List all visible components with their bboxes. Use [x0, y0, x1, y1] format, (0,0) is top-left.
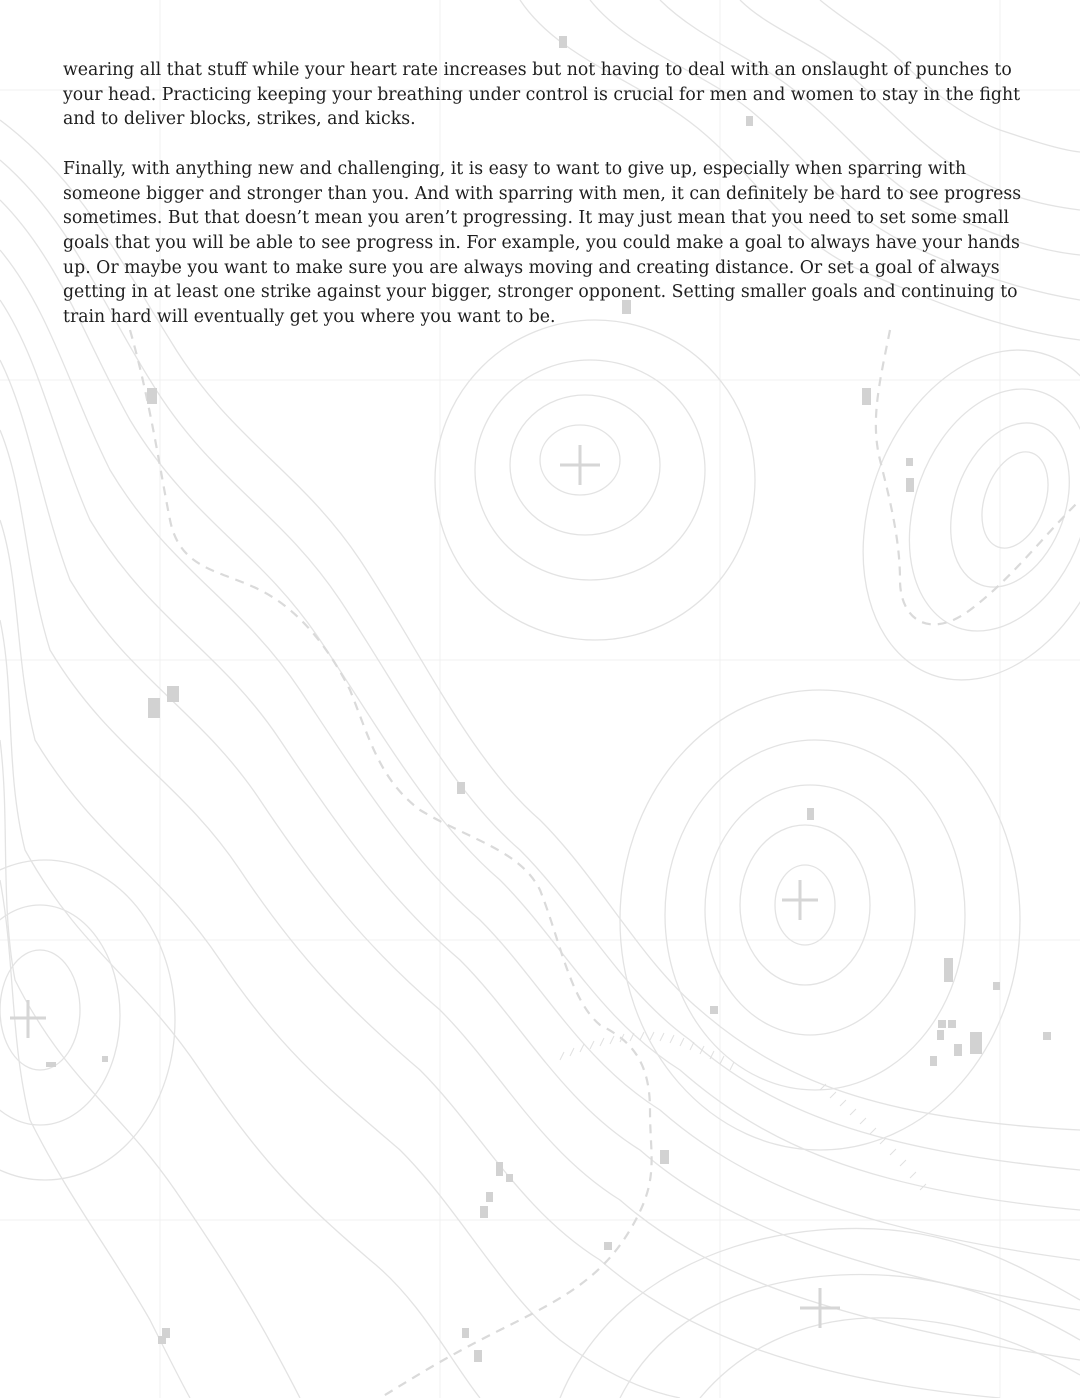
hatch-band — [560, 1032, 926, 1190]
paragraph-breathing-practice: wearing all that stuff while your heart rate increases but not having to deal with an onslaught of punches to your head. Practicing keeping your breathing under control is crucial for men and women to stay in the fight and to deliver blocks, strikes, and kicks. — [63, 60, 1021, 130]
body-text — [63, 58, 1023, 354]
paragraph-setting-small-goals: Finally, with anything new and challenging, it is easy to want to give up, especially when sparring with someone bigger and stronger than you. And with sparring with men, it can definitely be hard to see progress sometimes. But that doesn’t mean you aren’t progressing. It may just mean that you need to set some small goals that you will be able to see progress in. For example, you could make a goal to always have your hands up. Or maybe you want to make sure you are always moving and creating distance. Or set a goal of always getting in at least one strike against your bigger, stronger opponent. Setting smaller goals and continuing to train hard will eventually get you where you want to be. — [63, 158, 1022, 328]
survey-crosses — [10, 445, 840, 1328]
